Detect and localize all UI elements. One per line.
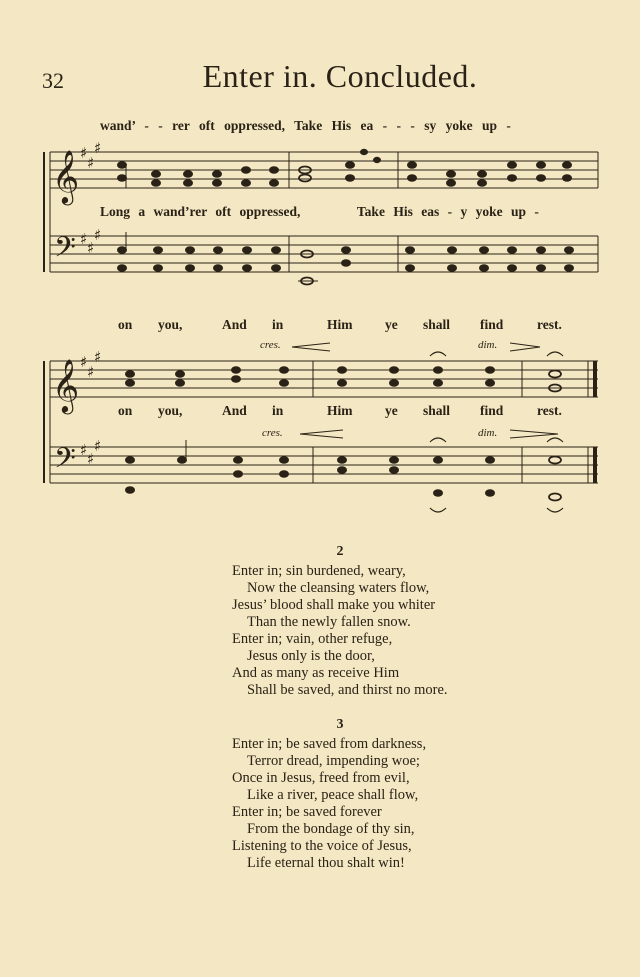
svg-text:♯: ♯ <box>87 450 95 468</box>
svg-text:♯: ♯ <box>80 230 88 248</box>
svg-text:♯: ♯ <box>94 226 102 244</box>
svg-text:♯: ♯ <box>87 154 95 172</box>
treble-clef-icon: 𝄞 <box>52 358 80 412</box>
page-number: 32 <box>42 68 64 93</box>
page-title: Enter in. Concluded. <box>202 58 478 94</box>
verse-2-number: 2 <box>336 544 344 559</box>
lyric-line-1b: Long a wand’rer oft oppressed, Take His eas - y yoke up - <box>100 204 539 219</box>
dynamic-dim-bass: dim. <box>478 427 498 439</box>
svg-text:♯: ♯ <box>87 363 95 381</box>
svg-text:♯: ♯ <box>87 239 95 257</box>
dynamic-cres-bass: cres. <box>262 427 283 439</box>
bass-clef-icon: 𝄢 <box>54 442 76 482</box>
verse-3-number: 3 <box>336 717 344 732</box>
svg-text:♯: ♯ <box>94 139 102 157</box>
svg-text:♯: ♯ <box>80 144 88 162</box>
hymn-page: 32 Enter in. Concluded. 𝄞 𝄢 ♯ ♯ ♯ ♯ ♯ ♯ 𝄞 𝄢 ♯ ♯ ♯ ♯ ♯ ♯ wand’ - - rer oft oppressed, Take His ea - - - sy yoke up - Long a wand’rer oft oppressed, Take His eas - y yoke up - on you, And in Him ye shall find rest. on you, And in Him ye shall find rest. cres. dim. cres. dim. 2 Enter in; sin burdened, weary, Now the cleansing waters flow, Jesus’ blood shall make you whiter Than the newly fallen snow. Enter in; vain, other refuge, Jesus only is the door, And as many as receive Him Shall be saved, and thirst no more. 3 Enter in; be saved from darkness, Terror dread, impending woe; Once in Jesus, freed from evil, Like a river, peace shall flow, Enter in; be saved forever From the bondage of thy sin, Listening to the voice of Jesus, Life eternal thou shalt win! <box>0 0 640 977</box>
bass-clef-icon: 𝄢 <box>54 231 76 271</box>
svg-text:♯: ♯ <box>80 441 88 459</box>
svg-text:♯: ♯ <box>94 437 102 455</box>
lyric-line-1a: wand’ - - rer oft oppressed, Take His ea - - - sy yoke up - <box>100 118 511 133</box>
dynamic-dim-treble: dim. <box>478 339 498 351</box>
system-2-staves <box>44 361 598 483</box>
svg-text:♯: ♯ <box>80 353 88 371</box>
svg-text:♯: ♯ <box>94 348 102 366</box>
treble-clef-icon: 𝄞 <box>52 149 80 203</box>
dynamic-cres-treble: cres. <box>260 339 281 351</box>
